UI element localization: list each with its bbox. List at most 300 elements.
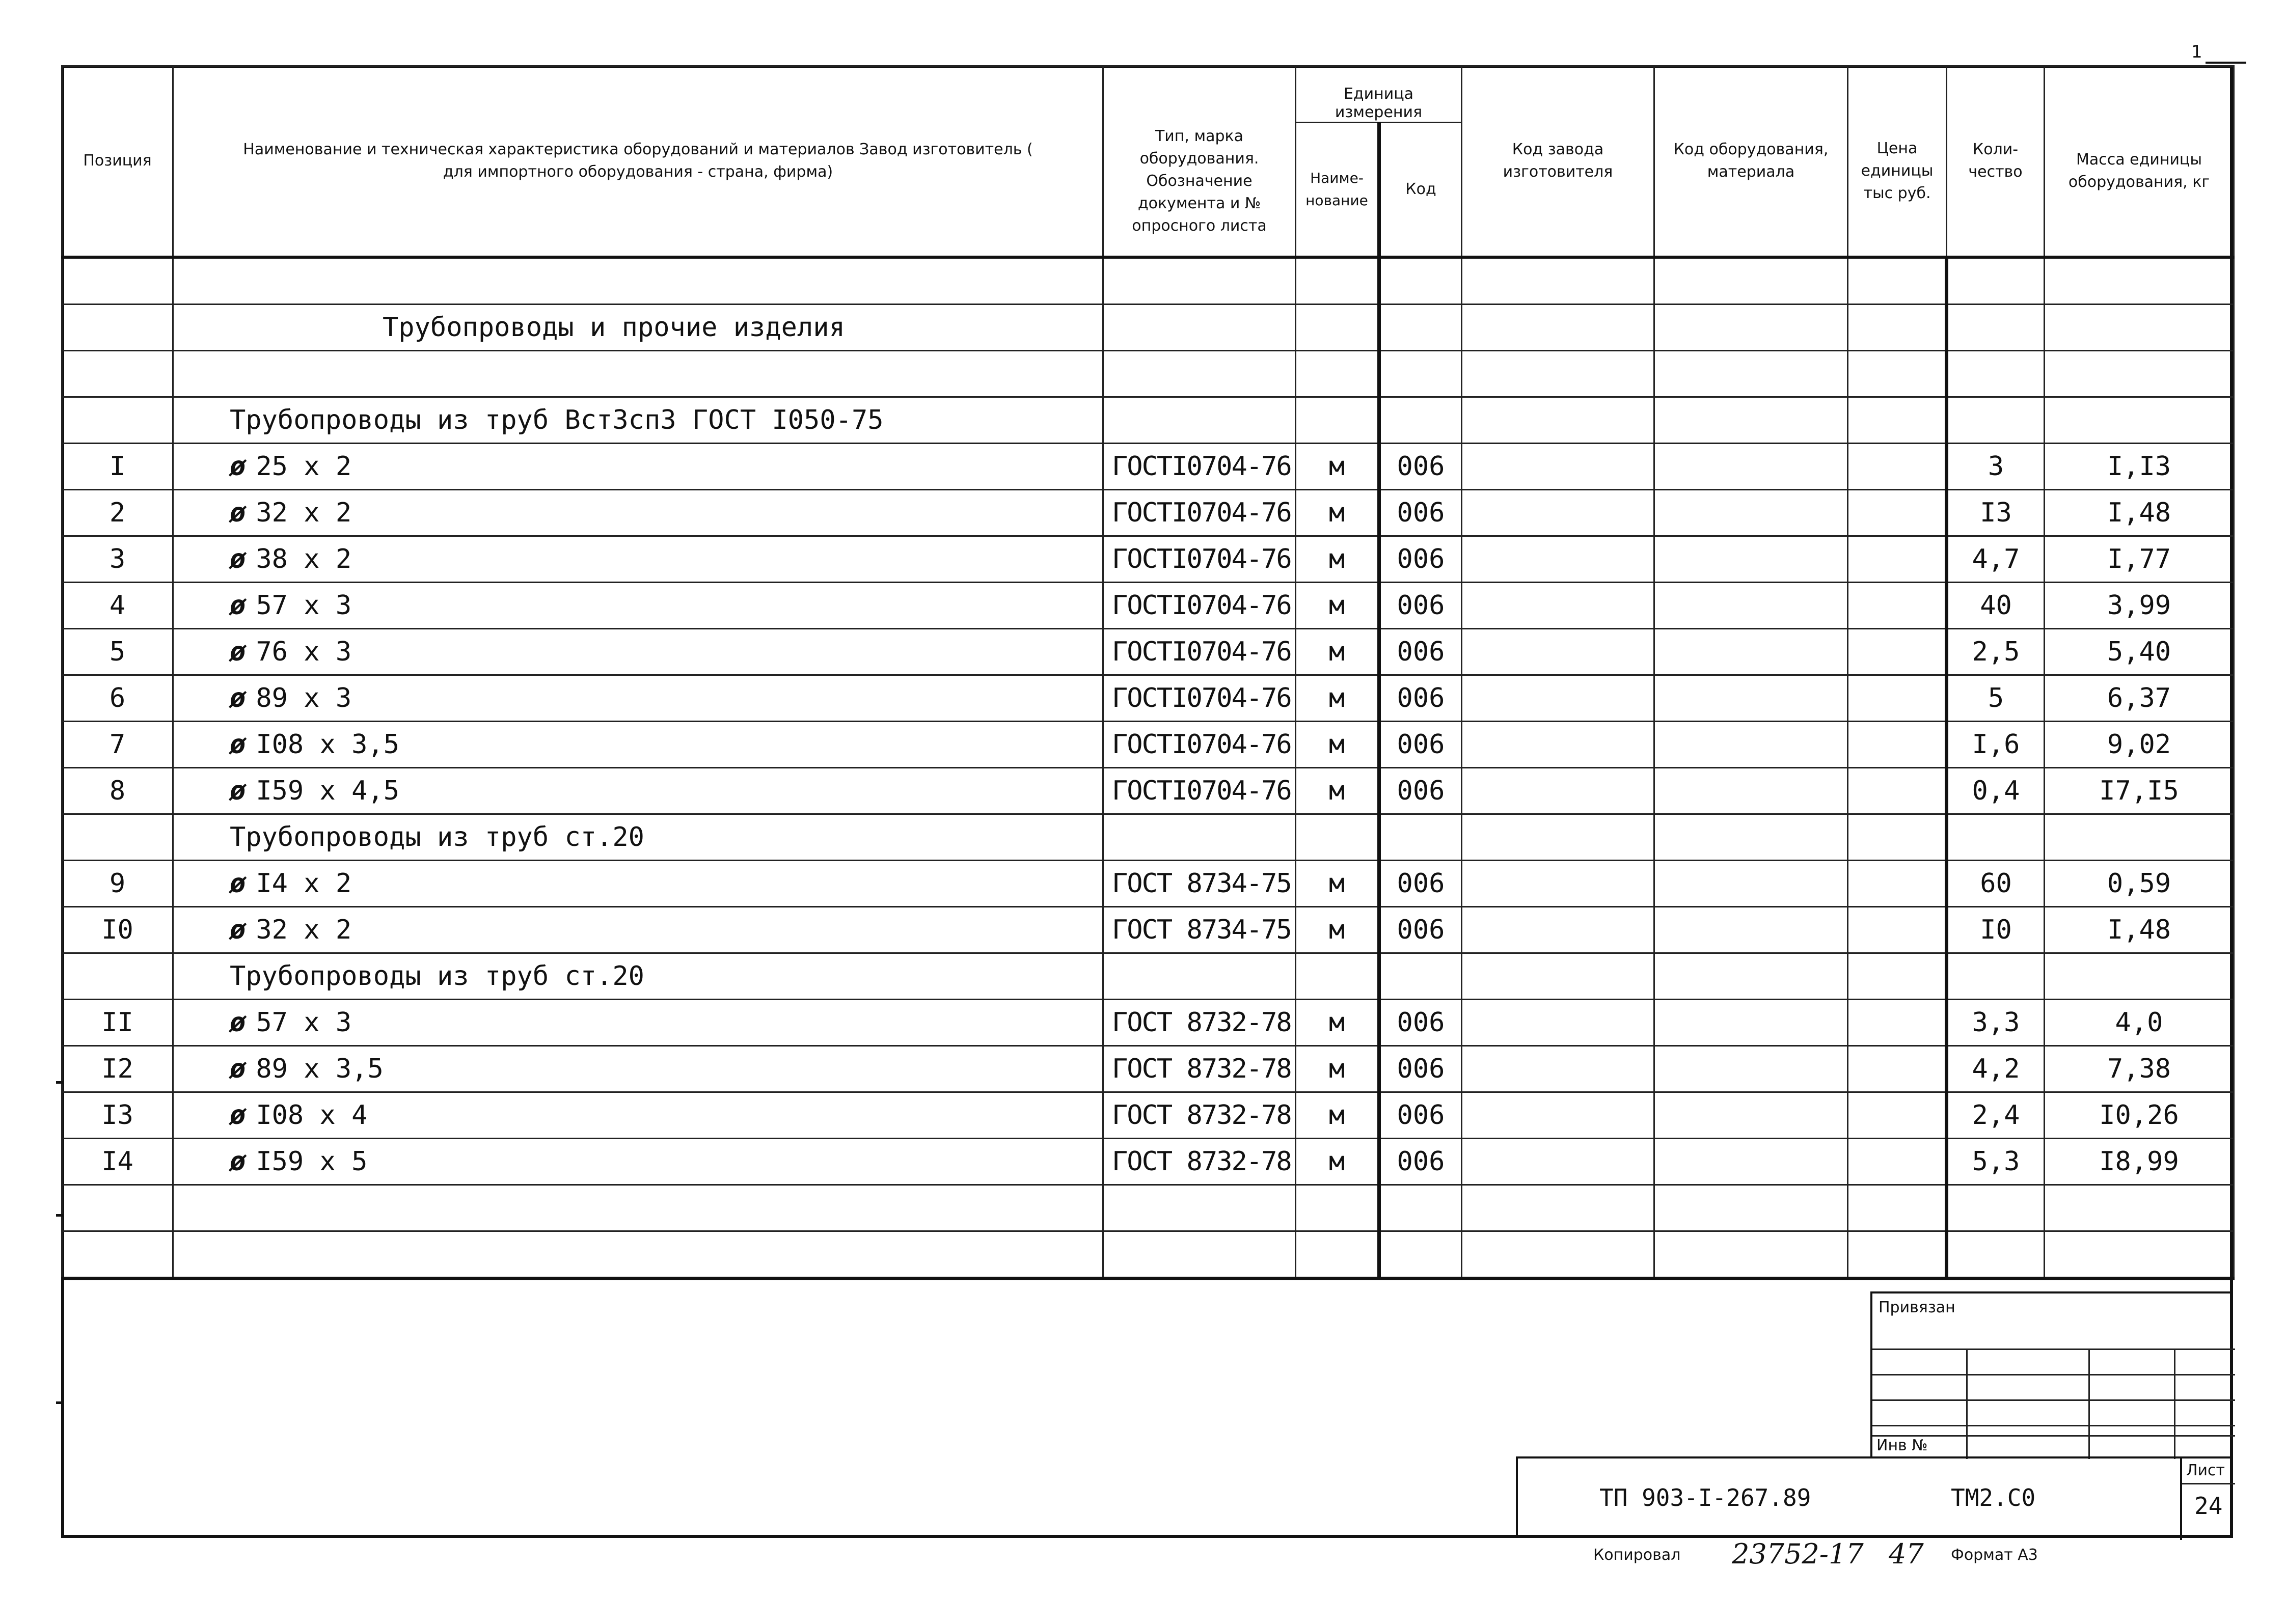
header-name: Наименование и техническая характеристика оборудований и материалов Завод изготовитель ( для импортного оборудования - страна, фирма) xyxy=(173,66,1103,257)
cell-code: 006 xyxy=(1379,1092,1462,1138)
cell-uname: м xyxy=(1296,906,1379,953)
margin-tick xyxy=(56,1214,63,1217)
cell-uname: м xyxy=(1296,675,1379,721)
cell-ecode xyxy=(1654,1231,1848,1278)
cell-pos: 8 xyxy=(62,767,173,814)
table-row xyxy=(62,582,2234,628)
cell-doc xyxy=(1103,1185,1296,1231)
cell-uname xyxy=(1296,1231,1379,1278)
cell-qty: I0 xyxy=(1947,906,2045,953)
cell-fcode xyxy=(1462,582,1654,628)
cell-price xyxy=(1848,999,1947,1045)
cell-mass: I8,99 xyxy=(2045,1138,2234,1185)
diameter-symbol: ø xyxy=(230,914,246,945)
cell-doc: ГОСТI0704-76 xyxy=(1103,443,1296,489)
cell-pos xyxy=(62,257,173,305)
cell-qty xyxy=(1947,953,2045,999)
specification-table xyxy=(61,65,2235,1280)
cell-price xyxy=(1848,1185,1947,1231)
cell-qty xyxy=(1947,814,2045,860)
cell-price xyxy=(1848,536,1947,582)
table-row xyxy=(62,906,2234,953)
cell-doc: ГОСТI0704-76 xyxy=(1103,675,1296,721)
stamp-line xyxy=(1872,1374,2235,1375)
cell-price xyxy=(1848,304,1947,350)
cell-qty xyxy=(1947,304,2045,350)
cell-uname: м xyxy=(1296,443,1379,489)
cell-ecode xyxy=(1654,1138,1848,1185)
table-row xyxy=(62,1045,2234,1092)
cell-pos: 5 xyxy=(62,628,173,675)
cell-pos: I3 xyxy=(62,1092,173,1138)
diameter-symbol: ø xyxy=(230,1007,246,1038)
cell-ecode xyxy=(1654,999,1848,1045)
cell-price xyxy=(1848,1138,1947,1185)
cell-pos: 4 xyxy=(62,582,173,628)
cell-mass xyxy=(2045,1185,2234,1231)
cell-ecode xyxy=(1654,953,1848,999)
cell-mass: I,77 xyxy=(2045,536,2234,582)
cell-qty xyxy=(1947,257,2045,305)
table-row xyxy=(62,675,2234,721)
cell-doc xyxy=(1103,397,1296,443)
header-unit-group: Единица измерения xyxy=(1296,66,1462,123)
top-edge-line xyxy=(2206,62,2246,64)
cell-mass xyxy=(2045,814,2234,860)
cell-fcode xyxy=(1462,536,1654,582)
header-type: Тип, марка оборудования. Обозначение документа и № опросного листа xyxy=(1103,66,1296,257)
cell-uname: м xyxy=(1296,582,1379,628)
cell-code: 006 xyxy=(1379,1138,1462,1185)
cell-main xyxy=(173,767,1103,814)
cell-mass xyxy=(2045,1231,2234,1278)
pipe-size: 25 х 2 xyxy=(256,451,352,482)
cell-code xyxy=(1379,350,1462,397)
cell-uname xyxy=(1296,814,1379,860)
cell-pos: 3 xyxy=(62,536,173,582)
cell-uname xyxy=(1296,397,1379,443)
cell-ecode xyxy=(1654,304,1848,350)
cell-pos xyxy=(62,350,173,397)
cell-fcode xyxy=(1462,1045,1654,1092)
cell-uname: м xyxy=(1296,1092,1379,1138)
diameter-symbol: ø xyxy=(230,590,246,621)
cell-qty: 4,2 xyxy=(1947,1045,2045,1092)
cell-qty: 4,7 xyxy=(1947,536,2045,582)
cell-mass: I7,I5 xyxy=(2045,767,2234,814)
cell-price xyxy=(1848,257,1947,305)
cell-qty: 2,5 xyxy=(1947,628,2045,675)
project-code: ТП 903-I-267.89 xyxy=(1599,1484,1811,1511)
table-row xyxy=(62,999,2234,1045)
cell-mass: 5,40 xyxy=(2045,628,2234,675)
header-mass: Масса единицы оборудования, кг xyxy=(2045,66,2234,257)
cell-doc: ГОСТI0704-76 xyxy=(1103,628,1296,675)
cell-uname: м xyxy=(1296,1138,1379,1185)
cell-mass xyxy=(2045,304,2234,350)
cell-price xyxy=(1848,489,1947,536)
pipe-size: 38 х 2 xyxy=(256,543,352,574)
cell-price xyxy=(1848,675,1947,721)
cell-pos: 9 xyxy=(62,860,173,906)
cell-fcode xyxy=(1462,628,1654,675)
cell-main xyxy=(173,675,1103,721)
pipe-size: I59 х 4,5 xyxy=(256,775,400,806)
cell-fcode xyxy=(1462,443,1654,489)
cell-code: 006 xyxy=(1379,906,1462,953)
stamp-line xyxy=(1966,1348,1968,1459)
cell-uname xyxy=(1296,350,1379,397)
sheet-divider xyxy=(2182,1483,2235,1484)
cell-fcode xyxy=(1462,1138,1654,1185)
cell-price xyxy=(1848,860,1947,906)
pipe-size: 57 х 3 xyxy=(256,1007,352,1038)
diameter-symbol: ø xyxy=(230,1053,246,1084)
cell-ecode xyxy=(1654,257,1848,305)
document-mark: ТМ2.С0 xyxy=(1951,1484,2036,1511)
group-row xyxy=(62,814,2234,860)
handwritten-number: 23752-17 xyxy=(1732,1538,1864,1570)
cell-doc xyxy=(1103,1231,1296,1278)
heading-row xyxy=(62,304,2234,350)
cell-code: 006 xyxy=(1379,767,1462,814)
cell-qty xyxy=(1947,350,2045,397)
diameter-symbol: ø xyxy=(230,1146,246,1177)
cell-ecode xyxy=(1654,397,1848,443)
table-row xyxy=(62,489,2234,536)
cell-code: 006 xyxy=(1379,860,1462,906)
cell-price xyxy=(1848,350,1947,397)
stamp-line xyxy=(2174,1348,2175,1459)
blank-row xyxy=(62,1231,2234,1278)
cell-fcode xyxy=(1462,1231,1654,1278)
table-row xyxy=(62,1138,2234,1185)
cell-fcode xyxy=(1462,304,1654,350)
group-heading: Трубопроводы из труб ст.20 xyxy=(173,953,1103,999)
cell-fcode xyxy=(1462,675,1654,721)
cell-qty: 40 xyxy=(1947,582,2045,628)
cell-qty: 0,4 xyxy=(1947,767,2045,814)
cell-mass: I,I3 xyxy=(2045,443,2234,489)
diameter-symbol: ø xyxy=(230,451,246,482)
sheet-number: 24 xyxy=(2194,1492,2223,1520)
cell-mass: 0,59 xyxy=(2045,860,2234,906)
cell-fcode xyxy=(1462,721,1654,767)
pipe-size: I59 х 5 xyxy=(256,1146,368,1177)
cell-fcode xyxy=(1462,350,1654,397)
cell-ecode xyxy=(1654,814,1848,860)
cell-doc xyxy=(1103,953,1296,999)
cell-main xyxy=(173,1138,1103,1185)
cell-doc: ГОСТI0704-76 xyxy=(1103,489,1296,536)
cell-qty xyxy=(1947,1231,2045,1278)
cell-main xyxy=(173,1092,1103,1138)
cell-main xyxy=(173,257,1103,305)
cell-ecode xyxy=(1654,767,1848,814)
table-row xyxy=(62,443,2234,489)
title-block xyxy=(1516,1456,2233,1538)
cell-uname xyxy=(1296,953,1379,999)
cell-price xyxy=(1848,582,1947,628)
cell-pos: I2 xyxy=(62,1045,173,1092)
cell-qty: I,6 xyxy=(1947,721,2045,767)
group-row xyxy=(62,953,2234,999)
pipe-size: I08 х 4 xyxy=(256,1099,368,1131)
header-position: Позиция xyxy=(62,66,173,257)
cell-ecode xyxy=(1654,1185,1848,1231)
cell-price xyxy=(1848,767,1947,814)
cell-code xyxy=(1379,1185,1462,1231)
cell-code xyxy=(1379,814,1462,860)
cell-code xyxy=(1379,1231,1462,1278)
cell-doc xyxy=(1103,304,1296,350)
cell-uname xyxy=(1296,1185,1379,1231)
pipe-size: I4 х 2 xyxy=(256,868,352,899)
cell-pos xyxy=(62,953,173,999)
cell-code: 006 xyxy=(1379,489,1462,536)
cell-pos xyxy=(62,1185,173,1231)
cell-mass: I,48 xyxy=(2045,906,2234,953)
copied-label: Копировал xyxy=(1593,1546,1681,1564)
stamp-line xyxy=(1872,1348,2235,1350)
cell-code: 006 xyxy=(1379,443,1462,489)
cell-fcode xyxy=(1462,767,1654,814)
cell-uname xyxy=(1296,304,1379,350)
header-price: Цена единицы тыс руб. xyxy=(1848,66,1947,257)
cell-uname: м xyxy=(1296,999,1379,1045)
table-row xyxy=(62,721,2234,767)
cell-doc: ГОСТI0704-76 xyxy=(1103,767,1296,814)
stamp-line xyxy=(1872,1399,2235,1401)
cell-ecode xyxy=(1654,443,1848,489)
cell-uname: м xyxy=(1296,628,1379,675)
cell-uname xyxy=(1296,257,1379,305)
diameter-symbol: ø xyxy=(230,543,246,574)
cell-main xyxy=(173,1045,1103,1092)
cell-ecode xyxy=(1654,350,1848,397)
approval-stamp xyxy=(1870,1291,2233,1457)
stamp-inv-label: Инв № xyxy=(1876,1437,1928,1454)
page-mark: 1 xyxy=(2191,42,2202,62)
cell-doc: ГОСТ 8734-75 xyxy=(1103,906,1296,953)
cell-pos: 2 xyxy=(62,489,173,536)
cell-ecode xyxy=(1654,906,1848,953)
cell-price xyxy=(1848,721,1947,767)
table-row xyxy=(62,628,2234,675)
cell-price xyxy=(1848,953,1947,999)
cell-price xyxy=(1848,443,1947,489)
cell-main xyxy=(173,906,1103,953)
group-row xyxy=(62,397,2234,443)
header-unit-name: Наиме-нование xyxy=(1296,123,1379,257)
cell-pos: 6 xyxy=(62,675,173,721)
cell-doc: ГОСТI0704-76 xyxy=(1103,582,1296,628)
pipe-size: 89 х 3 xyxy=(256,682,352,713)
cell-fcode xyxy=(1462,953,1654,999)
cell-fcode xyxy=(1462,906,1654,953)
cell-main xyxy=(173,1185,1103,1231)
cell-ecode xyxy=(1654,628,1848,675)
cell-qty xyxy=(1947,397,2045,443)
cell-fcode xyxy=(1462,999,1654,1045)
cell-mass xyxy=(2045,257,2234,305)
cell-code xyxy=(1379,953,1462,999)
cell-qty: I3 xyxy=(1947,489,2045,536)
cell-uname: м xyxy=(1296,721,1379,767)
stamp-attached-label: Привязан xyxy=(1879,1299,1955,1316)
cell-fcode xyxy=(1462,489,1654,536)
cell-ecode xyxy=(1654,721,1848,767)
cell-qty xyxy=(1947,1185,2045,1231)
cell-code xyxy=(1379,397,1462,443)
cell-code: 006 xyxy=(1379,999,1462,1045)
cell-ecode xyxy=(1654,1045,1848,1092)
cell-mass: 9,02 xyxy=(2045,721,2234,767)
header-unit-code: Код xyxy=(1379,123,1462,257)
margin-tick xyxy=(56,1401,63,1404)
cell-qty: 5,3 xyxy=(1947,1138,2045,1185)
pipe-size: 32 х 2 xyxy=(256,914,352,945)
handwritten-number-2: 47 xyxy=(1889,1538,1924,1570)
table-row xyxy=(62,860,2234,906)
diameter-symbol: ø xyxy=(230,636,246,667)
blank-row xyxy=(62,257,2234,305)
cell-price xyxy=(1848,1092,1947,1138)
cell-mass: 4,0 xyxy=(2045,999,2234,1045)
cell-pos: I xyxy=(62,443,173,489)
cell-price xyxy=(1848,906,1947,953)
cell-mass: 3,99 xyxy=(2045,582,2234,628)
cell-doc xyxy=(1103,350,1296,397)
cell-doc xyxy=(1103,814,1296,860)
cell-main xyxy=(173,443,1103,489)
cell-doc: ГОСТ 8732-78 xyxy=(1103,1138,1296,1185)
cell-code: 006 xyxy=(1379,628,1462,675)
cell-main xyxy=(173,628,1103,675)
cell-qty: 60 xyxy=(1947,860,2045,906)
blank-row xyxy=(62,350,2234,397)
cell-main xyxy=(173,582,1103,628)
cell-mass: 7,38 xyxy=(2045,1045,2234,1092)
pipe-size: 57 х 3 xyxy=(256,590,352,621)
cell-doc: ГОСТ 8732-78 xyxy=(1103,999,1296,1045)
cell-code: 006 xyxy=(1379,675,1462,721)
cell-code: 006 xyxy=(1379,721,1462,767)
cell-code: 006 xyxy=(1379,582,1462,628)
cell-pos: I4 xyxy=(62,1138,173,1185)
cell-main xyxy=(173,350,1103,397)
cell-fcode xyxy=(1462,1092,1654,1138)
table-row xyxy=(62,1092,2234,1138)
cell-doc: ГОСТ 8732-78 xyxy=(1103,1045,1296,1092)
cell-pos: 7 xyxy=(62,721,173,767)
cell-price xyxy=(1848,397,1947,443)
cell-main xyxy=(173,489,1103,536)
cell-mass xyxy=(2045,953,2234,999)
cell-fcode xyxy=(1462,814,1654,860)
cell-doc xyxy=(1103,257,1296,305)
cell-fcode xyxy=(1462,397,1654,443)
sheet-label: Лист xyxy=(2186,1462,2225,1479)
cell-code: 006 xyxy=(1379,536,1462,582)
cell-fcode xyxy=(1462,860,1654,906)
cell-pos: I0 xyxy=(62,906,173,953)
cell-qty: 5 xyxy=(1947,675,2045,721)
pipe-size: 76 х 3 xyxy=(256,636,352,667)
header-qty: Коли-чество xyxy=(1947,66,2045,257)
cell-pos xyxy=(62,1231,173,1278)
diameter-symbol: ø xyxy=(230,682,246,713)
cell-main xyxy=(173,860,1103,906)
cell-ecode xyxy=(1654,860,1848,906)
cell-ecode xyxy=(1654,1092,1848,1138)
cell-qty: 2,4 xyxy=(1947,1092,2045,1138)
cell-pos xyxy=(62,814,173,860)
stamp-line xyxy=(2088,1348,2090,1459)
format-label: Формат А3 xyxy=(1951,1546,2038,1564)
pipe-size: 32 х 2 xyxy=(256,497,352,528)
margin-tick xyxy=(56,1081,63,1084)
cell-pos xyxy=(62,304,173,350)
cell-main xyxy=(173,1231,1103,1278)
diameter-symbol: ø xyxy=(230,775,246,806)
diameter-symbol: ø xyxy=(230,497,246,528)
pipe-size: I08 х 3,5 xyxy=(256,729,400,760)
cell-doc: ГОСТI0704-76 xyxy=(1103,536,1296,582)
header-equip-code: Код оборудования, материала xyxy=(1654,66,1848,257)
cell-mass xyxy=(2045,397,2234,443)
cell-main xyxy=(173,999,1103,1045)
cell-uname: м xyxy=(1296,767,1379,814)
cell-main xyxy=(173,721,1103,767)
cell-qty: 3 xyxy=(1947,443,2045,489)
cell-ecode xyxy=(1654,489,1848,536)
group-heading: Трубопроводы из труб ст.20 xyxy=(173,814,1103,860)
cell-ecode xyxy=(1654,675,1848,721)
diameter-symbol: ø xyxy=(230,868,246,899)
blank-row xyxy=(62,1185,2234,1231)
stamp-line xyxy=(1872,1425,2235,1426)
cell-uname: м xyxy=(1296,536,1379,582)
cell-mass: 6,37 xyxy=(2045,675,2234,721)
specification-body xyxy=(62,257,2234,1279)
cell-qty: 3,3 xyxy=(1947,999,2045,1045)
cell-fcode xyxy=(1462,257,1654,305)
cell-price xyxy=(1848,814,1947,860)
diameter-symbol: ø xyxy=(230,729,246,760)
cell-doc: ГОСТ 8734-75 xyxy=(1103,860,1296,906)
sheet-box xyxy=(2180,1456,2235,1540)
diameter-symbol: ø xyxy=(230,1099,246,1131)
table-row xyxy=(62,536,2234,582)
table-row xyxy=(62,767,2234,814)
section-heading: Трубопроводы и прочие изделия xyxy=(173,304,1103,350)
cell-ecode xyxy=(1654,536,1848,582)
cell-mass: I0,26 xyxy=(2045,1092,2234,1138)
cell-ecode xyxy=(1654,582,1848,628)
cell-doc: ГОСТ 8732-78 xyxy=(1103,1092,1296,1138)
pipe-size: 89 х 3,5 xyxy=(256,1053,384,1084)
cell-main xyxy=(173,536,1103,582)
cell-price xyxy=(1848,1231,1947,1278)
cell-uname: м xyxy=(1296,860,1379,906)
group-heading: Трубопроводы из труб ВстЗсп3 ГОСТ I050-75 xyxy=(173,397,1103,443)
cell-code xyxy=(1379,304,1462,350)
header-factory-code: Код завода изготовителя xyxy=(1462,66,1654,257)
cell-uname: м xyxy=(1296,489,1379,536)
cell-fcode xyxy=(1462,1185,1654,1231)
cell-mass: I,48 xyxy=(2045,489,2234,536)
